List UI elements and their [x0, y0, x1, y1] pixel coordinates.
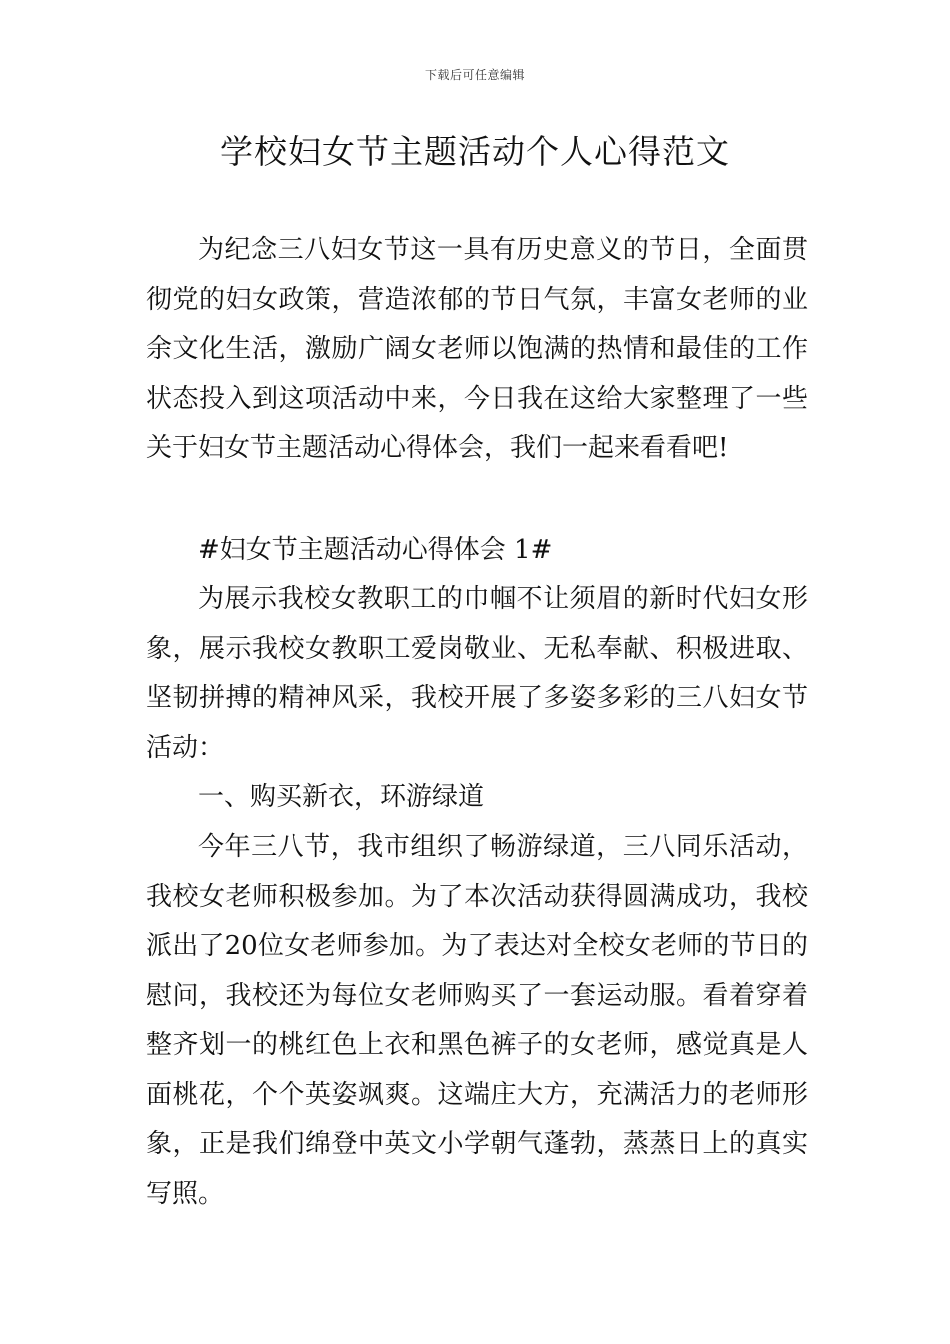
intro-paragraph: 为纪念三八妇女节这一具有历史意义的节日，全面贯彻党的妇女政策，营造浓郁的节日气氛，丰富女老师的业余文化生活，激励广阔女老师以饱满的热情和最佳的工作状态投入到这项活动中来，今日我在这给大家整理了一些关于妇女节主题活动心得体会，我们一起来看看吧!	[146, 235, 808, 463]
body-paragraph-1: 为展示我校女教职工的巾帼不让须眉的新时代妇女形象，展示我校女教职工爱岗敬业、无私奉献、积极进取、坚韧拼搏的精神风采，我校开展了多姿多彩的三八妇女节活动：	[146, 584, 808, 763]
body-paragraph-2: 今年三八节，我市组织了畅游绿道，三八同乐活动，我校女老师积极参加。为了本次活动获得圆满成功，我校派出了20位女老师参加。为了表达对全校女老师的节日的慰问，我校还为每位女老师购买了一套运动服。看着穿着整齐划一的桃红色上衣和黑色裤子的女老师，感觉真是人面桃花，个个英姿飒爽。这端庄大方，充满活力的老师形象，正是我们绵登中英文小学朝气蓬勃，蒸蒸日上的真实写照。	[146, 832, 808, 1209]
section-heading: #妇女节主题活动心得体会 1#	[198, 535, 553, 565]
header-note: 下载后可任意编辑	[424, 68, 525, 82]
document-title: 学校妇女节主题活动个人心得范文	[220, 132, 730, 171]
item-heading-1: 一、购买新衣，环游绿道	[198, 782, 485, 812]
